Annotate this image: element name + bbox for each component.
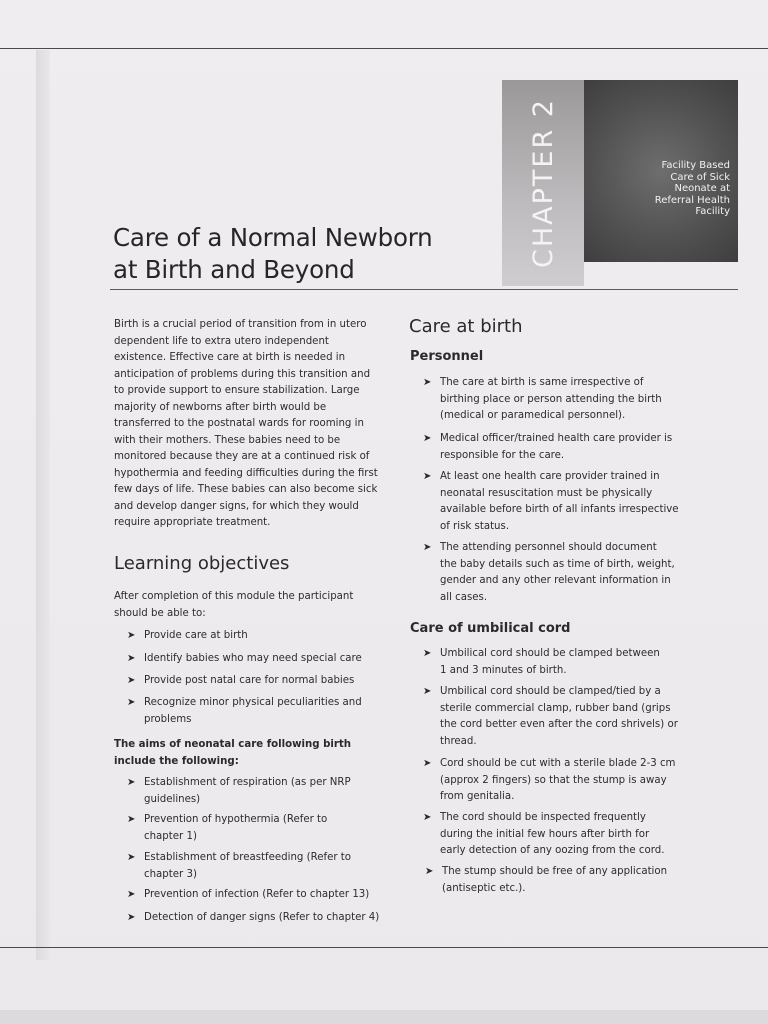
arrow-bullet-icon: ➤	[423, 648, 432, 659]
objectives-intro-line: After completion of this module the participant	[114, 591, 354, 602]
aim-text: chapter 1)	[144, 830, 197, 842]
objectives-intro	[114, 589, 353, 622]
cord-text: the cord better even after the cord shrivels) or	[440, 719, 678, 730]
page-title-line: at Birth and Beyond	[113, 255, 355, 284]
title-rule	[110, 289, 738, 290]
bottom-rule	[0, 947, 768, 948]
cord-text: 1 and 3 minutes of birth.	[440, 664, 567, 676]
cord-text: Umbilical cord should be clamped between	[440, 648, 660, 659]
personnel-text: neonatal resuscitation must be physically	[440, 487, 653, 499]
arrow-bullet-icon: ➤	[127, 814, 136, 825]
book-title-line: Facility	[695, 206, 730, 217]
chapter-strip	[502, 80, 584, 286]
aim-text: guidelines)	[144, 793, 201, 805]
arrow-bullet-icon: ➤	[127, 653, 136, 664]
aim-text: Prevention of hypothermia (Refer to	[144, 814, 328, 825]
personnel-text: available before birth of all infants irrespective	[440, 504, 679, 515]
page-edge	[0, 1010, 768, 1024]
cord-text: during the initial few hours after birth for	[440, 828, 650, 840]
personnel-heading: Personnel	[410, 349, 484, 364]
personnel-text: The care at birth is same irrespective of	[440, 377, 644, 388]
cord-text: (approx 2 fingers) so that the stump is away	[440, 774, 667, 786]
arrow-bullet-icon: ➤	[423, 812, 432, 823]
personnel-text: (medical or paramedical personnel).	[440, 410, 626, 421]
top-rule	[0, 48, 768, 49]
book-title-line: Neonate at	[674, 183, 730, 194]
cord-text: Cord should be cut with a sterile blade 2-3 cm	[440, 758, 676, 769]
learning-objectives-heading: Learning objectives	[114, 553, 290, 574]
personnel-text: all cases.	[440, 591, 488, 603]
arrow-bullet-icon: ➤	[127, 675, 136, 686]
arrow-bullet-icon: ➤	[127, 852, 136, 863]
arrow-bullet-icon: ➤	[425, 866, 434, 877]
care-at-birth-heading: Care at birth	[409, 316, 523, 337]
personnel-text: birthing place or person attending the birth	[440, 393, 662, 405]
arrow-bullet-icon: ➤	[127, 889, 136, 900]
arrow-bullet-icon: ➤	[127, 630, 136, 641]
intro-line: monitored because they are at a continued risk of	[114, 451, 370, 462]
personnel-text: the baby details such as time of birth, weight,	[440, 558, 675, 570]
personnel-text: Medical officer/trained health care provider is	[440, 433, 673, 444]
intro-line: existence. Effective care at birth is needed in	[114, 352, 346, 363]
aim-text: chapter 3)	[144, 868, 197, 880]
intro-line: require appropriate treatment.	[114, 517, 271, 528]
aims-heading-line: include the following:	[114, 756, 239, 767]
page-title	[113, 222, 503, 286]
arrow-bullet-icon: ➤	[423, 542, 432, 553]
intro-line: hypothermia and feeding difficulties during the first	[114, 467, 378, 479]
cord-text: from genitalia.	[440, 791, 515, 802]
arrow-bullet-icon: ➤	[423, 686, 432, 697]
aim-text: Detection of danger signs (Refer to chapter 4)	[144, 912, 380, 923]
aim-text: Establishment of breastfeeding (Refer to	[144, 852, 352, 863]
cord-text: The stump should be free of any application	[442, 866, 668, 877]
arrow-bullet-icon: ➤	[423, 433, 432, 444]
personnel-text: of risk status.	[440, 520, 510, 532]
aims-heading-line: The aims of neonatal care following birth	[114, 739, 352, 750]
intro-line: anticipation of problems during this transition and	[114, 368, 371, 380]
personnel-text: At least one health care provider trained in	[440, 471, 660, 482]
intro-paragraph	[114, 317, 378, 532]
cord-text: sterile commercial clamp, rubber band (grips	[440, 702, 671, 714]
cord-text: The cord should be inspected frequently	[440, 812, 646, 823]
page-title-line: Care of a Normal Newborn	[113, 223, 433, 252]
objective-text: Identify babies who may need special care	[144, 653, 362, 664]
intro-line: few days of life. These babies can also become sick	[114, 484, 378, 495]
intro-line: Birth is a crucial period of transition from in utero	[114, 319, 367, 330]
intro-line: with their mothers. These babies need to be	[114, 434, 341, 446]
aims-heading	[114, 736, 351, 770]
cord-text: thread.	[440, 735, 477, 747]
objective-text: problems	[144, 713, 192, 725]
aim-text: Establishment of respiration (as per NRP	[144, 777, 351, 788]
book-title-line: Facility Based	[661, 160, 730, 171]
objective-text: Provide care at birth	[144, 630, 248, 641]
arrow-bullet-icon: ➤	[127, 697, 136, 708]
cord-text: Umbilical cord should be clamped/tied by a	[440, 686, 661, 697]
cord-text: (antiseptic etc.).	[442, 882, 526, 894]
book-title-box	[584, 80, 738, 262]
umbilical-cord-heading: Care of umbilical cord	[410, 621, 571, 636]
intro-line: transferred to the postnatal wards for rooming in	[114, 418, 364, 429]
intro-line: and develop danger signs, for which they would	[114, 500, 359, 512]
intro-line: majority of newborns after birth would be	[114, 401, 327, 413]
arrow-bullet-icon: ➤	[423, 471, 432, 482]
book-title-line: Care of Sick	[670, 171, 730, 183]
aim-text: Prevention of infection (Refer to chapter 13)	[144, 889, 370, 900]
book-title-line: Referral Health	[654, 194, 730, 206]
binding-margin-shadow	[36, 50, 50, 960]
arrow-bullet-icon: ➤	[423, 758, 432, 769]
intro-line: dependent life to extra utero independent	[114, 335, 329, 347]
personnel-text: gender and any other relevant information in	[440, 575, 671, 586]
personnel-text: The attending personnel should document	[440, 542, 657, 553]
arrow-bullet-icon: ➤	[423, 377, 432, 388]
objective-text: Provide post natal care for normal babies	[144, 675, 355, 686]
objectives-intro-line: should be able to:	[114, 607, 206, 619]
personnel-text: responsible for the care.	[440, 449, 565, 461]
book-title	[592, 160, 730, 218]
arrow-bullet-icon: ➤	[127, 777, 136, 788]
arrow-bullet-icon: ➤	[127, 912, 136, 923]
cord-text: early detection of any oozing from the cord.	[440, 845, 665, 856]
intro-line: to provide support to ensure stabilization. Large	[114, 385, 360, 396]
objective-text: Recognize minor physical peculiarities and	[144, 697, 362, 708]
chapter-label: CHAPTER 2	[527, 98, 559, 268]
